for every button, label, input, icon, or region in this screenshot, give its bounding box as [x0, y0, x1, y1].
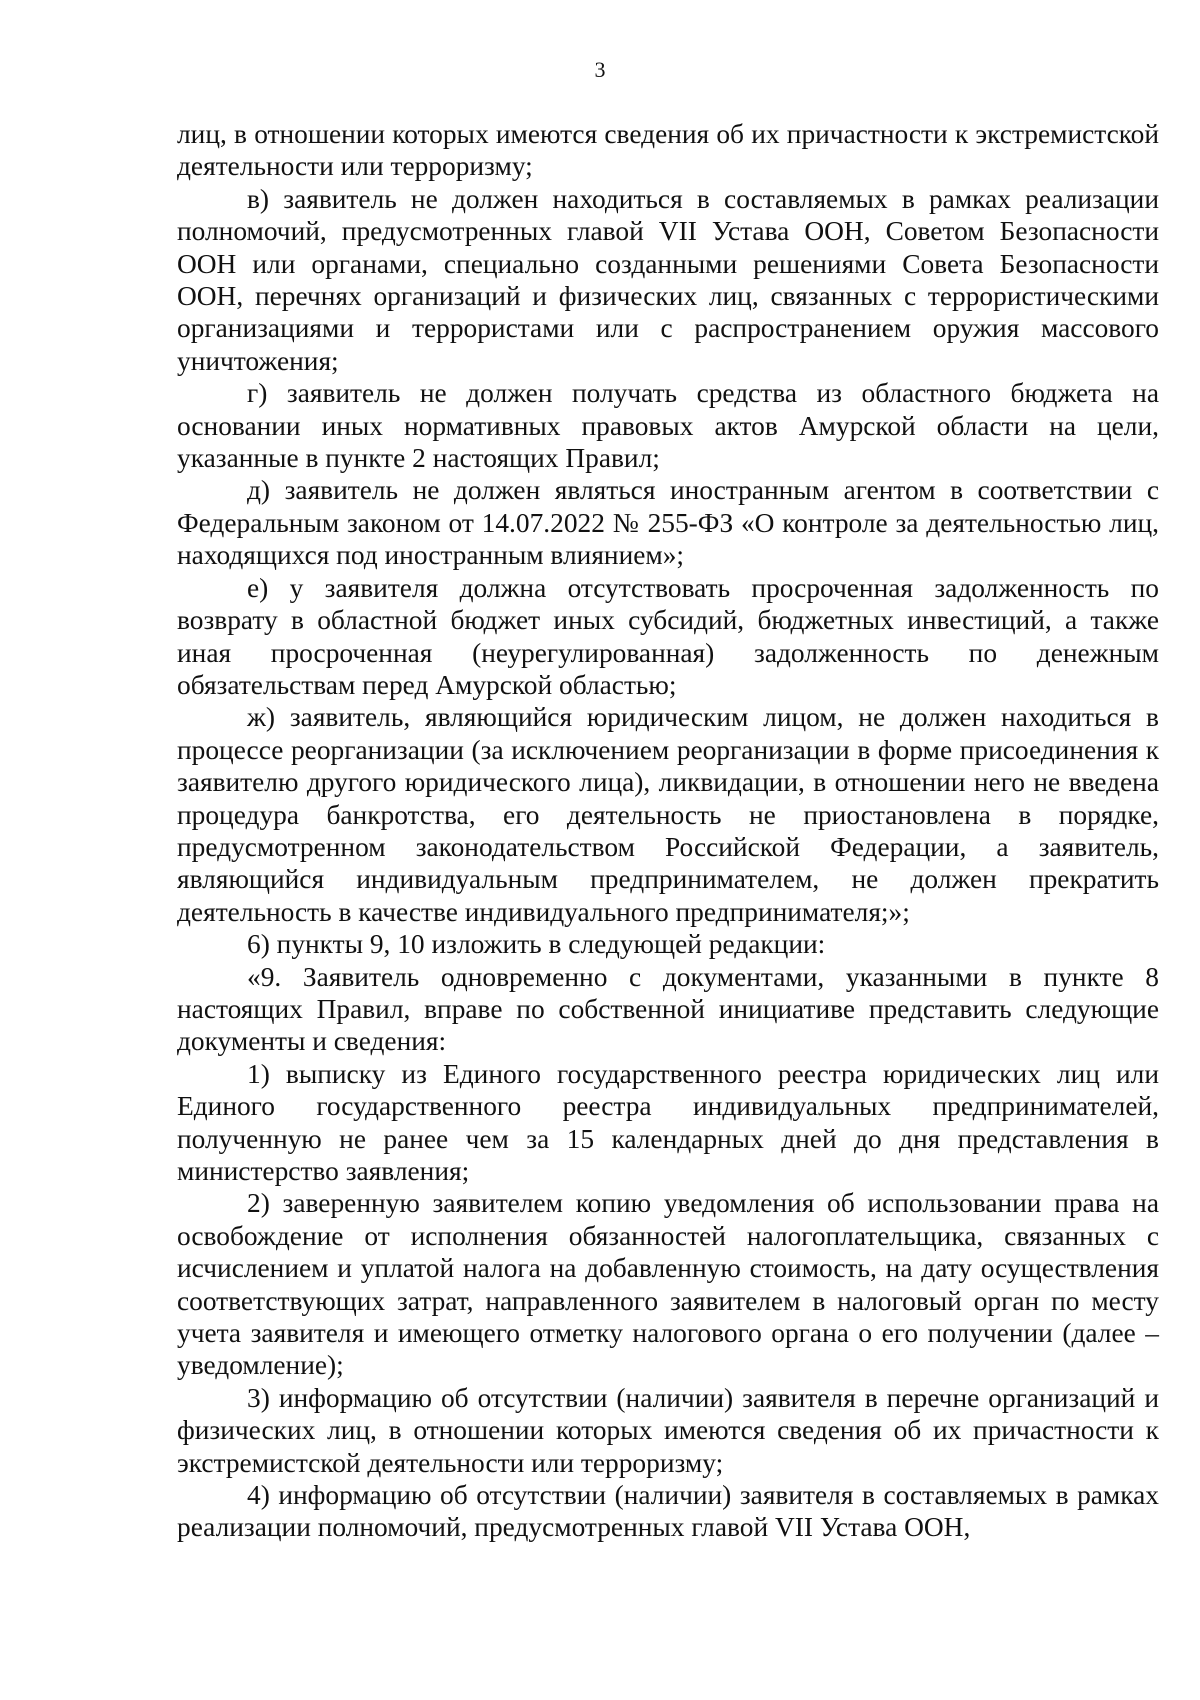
page-number: 3: [594, 57, 606, 82]
paragraph-amendment-6: 6) пункты 9, 10 изложить в следующей редакции:: [247, 929, 826, 960]
paragraph-item-e: е) у заявителя должна отсутствовать просроченная задолженность по возврату в областной бюджет иных субсидий, бюджетных инвестиций, а также иная просроченная (неурегулированная) задолженность по денежным обязательствам перед Амурской областью;: [177, 572, 1159, 700]
paragraph-subitem-1: 1) выписку из Единого государственного реестра юридических лиц или Единого государственного реестра индивидуальных предпринимателей, полученную не ранее чем за 15 календарных дней до дня представления в министерство заявления;: [177, 1058, 1159, 1186]
paragraph-item-v: в) заявитель не должен находиться в составляемых в рамках реализации полномочий, предусмотренных главой VII Устава ООН, Советом Безопасности ООН или органами, специально созданными решениями Совета Безопасности ООН, перечнях организаций и физических лиц, связанных с террористическими организациями и террористами или с распространением оружия массового уничтожения;: [177, 183, 1159, 376]
document-body: [177, 118, 1159, 1544]
paragraph-subitem-3: 3) информацию об отсутствии (наличии) заявителя в перечне организаций и физических лиц, в отношении которых имеются сведения об их причастности к экстремистской деятельности или терроризму;: [177, 1382, 1159, 1478]
paragraph-clause-9: «9. Заявитель одновременно с документами, указанными в пункте 8 настоящих Правил, вправе по собственной инициативе представить следующие документы и сведения:: [177, 961, 1159, 1057]
paragraph-item-zh: ж) заявитель, являющийся юридическим лицом, не должен находиться в процессе реорганизации (за исключением реорганизации в форме присоединения к заявителю другого юридического лица), ликвидации, в отношении него не введена процедура банкротства, его деятельность не приостановлена в порядке, предусмотренном законодательством Российской Федерации, а заявитель, являющийся индивидуальным предпринимателем, не должен прекратить деятельность в качестве индивидуального предпринимателя;»;: [177, 702, 1159, 927]
paragraph-subitem-4: 4) информацию об отсутствии (наличии) заявителя в составляемых в рамках реализации полномочий, предусмотренных главой VII Устава ООН,: [177, 1480, 1159, 1543]
paragraph-subitem-2: 2) заверенную заявителем копию уведомления об использовании права на освобождение от исполнения обязанностей налогоплательщика, связанных с исчислением и уплатой налога на добавленную стоимость, на дату осуществления соответствующих затрат, направленного заявителем в налоговый орган по месту учета заявителя и имеющего отметку налогового органа о его получении (далее – уведомление);: [177, 1188, 1159, 1381]
paragraph-continuation: лиц, в отношении которых имеются сведения об их причастности к экстремистской деятельности или терроризму;: [177, 119, 1159, 182]
paragraph-item-g: г) заявитель не должен получать средства из областного бюджета на основании иных нормативных правовых актов Амурской области на цели, указанные в пункте 2 настоящих Правил;: [177, 378, 1159, 474]
paragraph-item-d: д) заявитель не должен являться иностранным агентом в соответствии с Федеральным законом от 14.07.2022 № 255-ФЗ «О контроле за деятельностью лиц, находящихся под иностранным влиянием»;: [177, 475, 1159, 571]
